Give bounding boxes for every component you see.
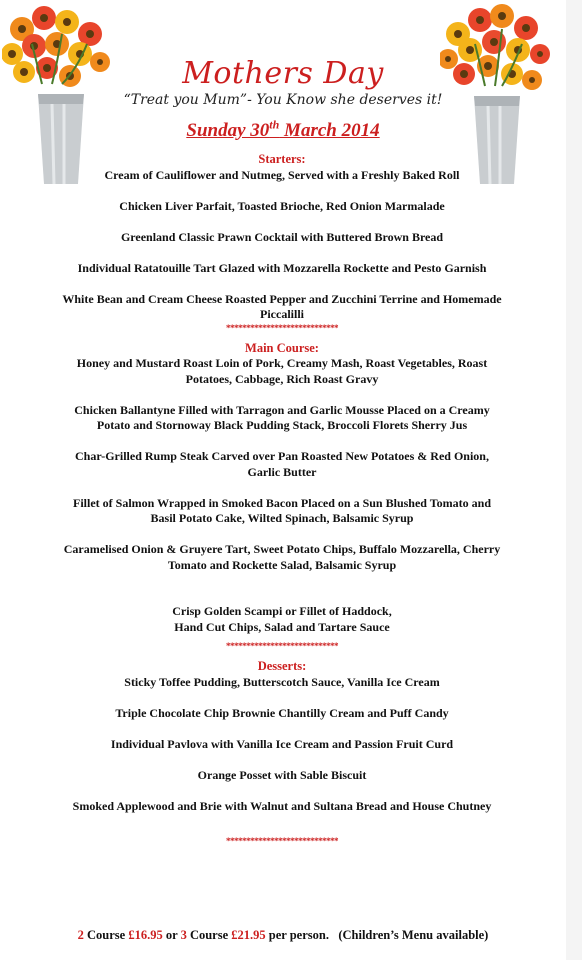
menu-item: Caramelised Onion & Gruyere Tart, Sweet Potato Chips, Buffalo Mozzarella, Cherry Tomato and Rockette Salad, Balsamic Syrup (63, 542, 501, 572)
menu-item: Basil Potato Cake, Wilted Spinach, Balsamic Syrup (150, 511, 414, 525)
menu-item: Honey and Mustard Roast Loin of Pork, Creamy Mash, Roast Vegetables, Roast Potatoes, Cabbage, Rich Roast Gravy (76, 356, 488, 386)
event-date: Sunday 30th March 2014 (186, 118, 380, 142)
pricing-line: 2 Course £16.95 or 3 Course £21.95 per person. (Children’s Menu available) (77, 928, 489, 942)
menu-item: Chicken Ballantyne Filled with Tarragon and Garlic Mousse Placed on a Creamy Potato and Stornoway Black Pudding Stack, Broccoli Florets Sherry Jus (74, 402, 490, 432)
menu-item: Chicken Liver Parfait, Toasted Brioche, Red Onion Marmalade (119, 198, 445, 213)
menu-item: Char-Grilled Rump Steak Carved over Pan Roasted New Potatoes & Red Onion, (75, 449, 489, 463)
separator: **************************** (226, 322, 338, 333)
menu-content (62, 152, 502, 846)
main-course-heading: Main Course: (245, 340, 319, 355)
menu-item: Greenland Classic Prawn Cocktail with Buttered Brown Bread (120, 229, 444, 244)
desserts-heading: Desserts: (257, 659, 307, 673)
menu-item: Sticky Toffee Pudding, Butterscotch Sauce, Vanilla Ice Cream (124, 674, 440, 689)
price-three-course: £21.95 (231, 928, 266, 942)
menu-item: Crisp Golden Scampi or Fillet of Haddock, (172, 604, 392, 618)
course-count-two: 2 (77, 928, 84, 942)
menu-item: Hand Cut Chips, Salad and Tartare Sauce (174, 619, 390, 634)
menu-item: Individual Pavlova with Vanilla Ice Cream and Passion Fruit Curd (110, 736, 454, 751)
menu-item: Garlic Butter (247, 464, 317, 479)
page-title: Mothers Day (182, 56, 384, 91)
page-edge (566, 0, 582, 960)
menu-item: Cream of Cauliflower and Nutmeg, Served with a Freshly Baked Roll (104, 167, 460, 182)
tagline: “Treat you Mum”- You Know she deserves it! (123, 92, 443, 108)
separator: **************************** (226, 641, 338, 651)
menu-item: White Bean and Cream Cheese Roasted Pepper and Zucchini Terrine and Homemade Piccalilli (62, 291, 502, 321)
menu-item: Individual Ratatouille Tart Glazed with Mozzarella Rockette and Pesto Garnish (77, 260, 487, 275)
starters-heading: Starters: (258, 152, 306, 166)
separator: **************************** (226, 835, 338, 846)
course-count-three: 3 (180, 928, 187, 942)
menu-item: Fillet of Salmon Wrapped in Smoked Bacon Placed on a Sun Blushed Tomato and (73, 495, 491, 510)
menu-item: Triple Chocolate Chip Brownie Chantilly Cream and Puff Candy (115, 705, 449, 720)
price-two-course: £16.95 (128, 928, 163, 942)
menu-item: Orange Posset with Sable Biscuit (197, 767, 367, 782)
menu-item: Smoked Applewood and Brie with Walnut and Sultana Bread and House Chutney (72, 798, 492, 813)
